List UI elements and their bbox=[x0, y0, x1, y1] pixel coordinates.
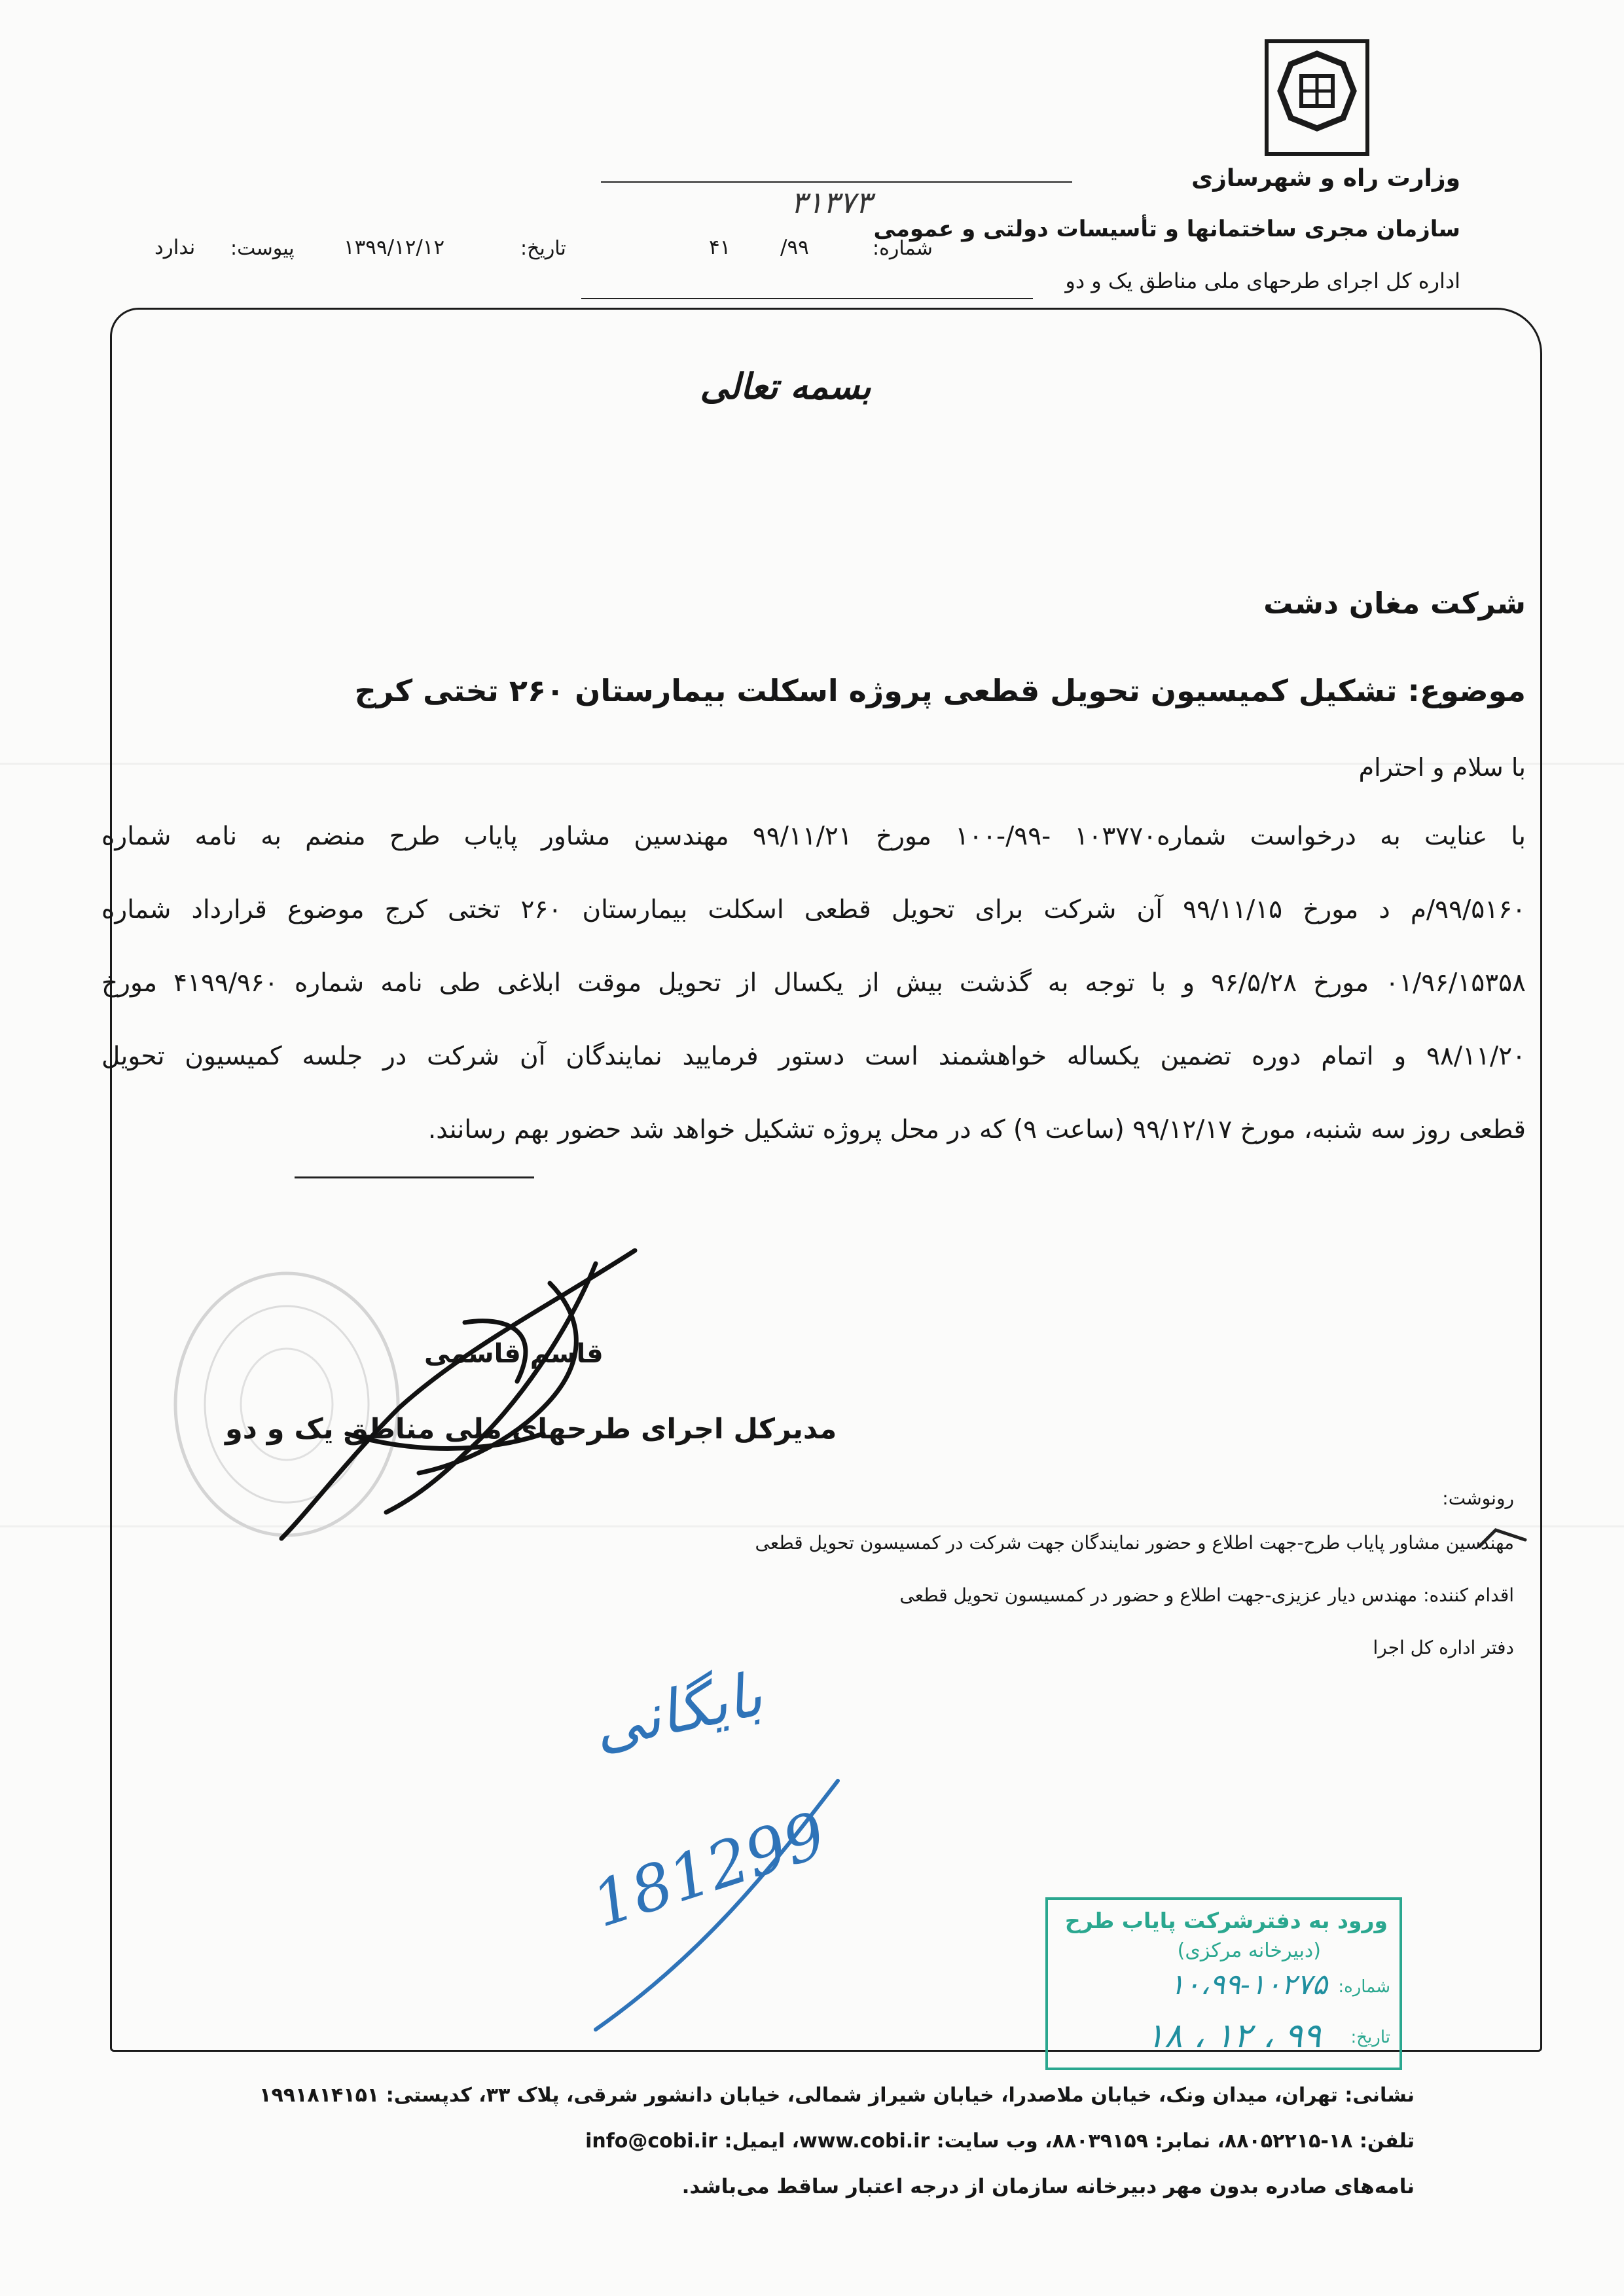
signer-title: مدیرکل اجرای طرحهای ملی مناطق یک و دو bbox=[225, 1413, 837, 1446]
check-mark-icon bbox=[1476, 1520, 1528, 1559]
date-label: تاریخ: bbox=[520, 237, 566, 260]
signer-name: قاسم قاسمی bbox=[424, 1339, 604, 1369]
letter-body bbox=[101, 817, 1526, 1184]
ministry-name: وزارت راه و شهرسازی bbox=[1191, 165, 1460, 192]
handwritten-number: 181299 bbox=[583, 1798, 835, 1942]
handwritten-letter-number: ۳۱۳۷۳ bbox=[791, 185, 872, 220]
invocation: بسمه تعالی bbox=[700, 365, 871, 407]
handwriting-stroke-icon bbox=[576, 1768, 851, 2043]
footer-notice: نامه‌های صادره بدون مهر دبیرخانه سازمان از درجه اعتبار ساقط می‌باشد. bbox=[681, 2175, 1415, 2198]
recipient: شرکت مغان دشت bbox=[1263, 586, 1526, 621]
greeting: با سلام و احترام bbox=[1358, 753, 1526, 782]
date-value: ۱۳۹۹/۱۲/۱۲ bbox=[344, 236, 445, 259]
stamp-date-label: تاریخ: bbox=[1350, 2028, 1390, 2047]
cc-label: رونوشت: bbox=[1442, 1487, 1514, 1509]
footer-address: نشانی: تهران، میدان ونک، خیابان ملاصدرا، خیابان شیراز شمالی، خیابان دانشور شرقی، پلاک ۳۳، کدپستی: ۱۹۹۱۸۱۴۱۵۱ bbox=[259, 2084, 1415, 2107]
body-line: قطعی روز سه شنبه، مورخ ۹۹/۱۲/۱۷ (ساعت ۹) که در محل پروژه تشکیل خواهد شد حضور بهم رسانند. bbox=[427, 1115, 1526, 1144]
number-label: شماره: bbox=[873, 237, 933, 260]
handwritten-note: بایگانی bbox=[586, 1659, 768, 1763]
stamp-date-value: ۹۹ ، ۱۲ ، ۱۸ bbox=[1146, 2016, 1321, 2056]
inbox-stamp bbox=[1045, 1897, 1402, 2070]
signature-scribble-icon bbox=[268, 1237, 674, 1552]
attachment-label: پیوست: bbox=[230, 237, 295, 260]
header-rule-lower bbox=[581, 298, 1033, 299]
stamp-subtitle: (دبیرخانه مرکزی) bbox=[1177, 1939, 1321, 1962]
body-line: ۹۸/۱۱/۲۰ و اتمام دوره تضمین یکساله خواهشمند است دستور فرمایید نمایندگان آن شرکت در جلسه کمیسیون تحویل bbox=[101, 1042, 1526, 1071]
header-rule bbox=[601, 181, 1072, 183]
number-part-b: ۴۱ bbox=[709, 236, 731, 259]
body-line: ۹۹/۵۱۶۰/م د مورخ ۹۹/۱۱/۱۵ آن شرکت برای تحویل قطعی اسکلت بیمارستان ۲۶۰ تختی کرج موضوع قرارداد شماره bbox=[101, 895, 1526, 924]
cc-item: مهندسین مشاور پایاب طرح-جهت اطلاع و حضور نمایندگان جهت شرکت در کمسیسون تحویل قطعی bbox=[755, 1532, 1514, 1554]
subject-line: موضوع: تشکیل کمیسیون تحویل قطعی پروژه اسکلت بیمارستان ۲۶۰ تختی کرج bbox=[354, 673, 1526, 708]
footer-contact: تلفن: ۱۸-۸۸۰۵۲۲۱۵، نمابر: ۸۸۰۳۹۱۵۹، وب سایت: www.cobi.ir، ایمیل: info@cobi.ir bbox=[585, 2130, 1415, 2153]
body-line: با عنایت به درخواست شماره۱۰۳۷۷۰ -۹۹/-۱۰۰ مورخ ۹۹/۱۱/۲۱ مهندسین مشاور پایاب طرح منضم به نامه شماره bbox=[101, 822, 1526, 851]
stamp-title: ورود به دفترشرکت پایاب طرح bbox=[1064, 1908, 1388, 1933]
stamp-number-value: ۱۰،۹۹-۱۰۲۷۵ bbox=[1169, 1968, 1327, 2001]
divider bbox=[295, 1176, 534, 1178]
stamp-number-label: شماره: bbox=[1338, 1977, 1390, 1997]
organization-name: سازمان مجری ساختمانها و تأسیسات دولتی و عمومی bbox=[873, 216, 1460, 242]
cc-item: دفتر اداره کل اجرا bbox=[1373, 1637, 1514, 1658]
ministry-logo-icon bbox=[1265, 39, 1369, 156]
cc-item: اقدام کننده: مهندس دیار عزیزی-جهت اطلاع و حضور در کمسیسون تحویل قطعی bbox=[899, 1584, 1514, 1606]
body-line: ۰۱/۹۶/۱۵۳۵۸ مورخ ۹۶/۵/۲۸ و با توجه به گذشت بیش از یکسال از تحویل موقت ابلاغی طی نامه شماره ۴۱۹۹/۹۶۰ مورخ bbox=[101, 968, 1526, 998]
attachment-value: ندارد bbox=[154, 236, 196, 259]
number-part-a: ۹۹/ bbox=[780, 236, 809, 259]
department-name: اداره کل اجرای طرحهای ملی مناطق یک و دو bbox=[1065, 268, 1460, 293]
